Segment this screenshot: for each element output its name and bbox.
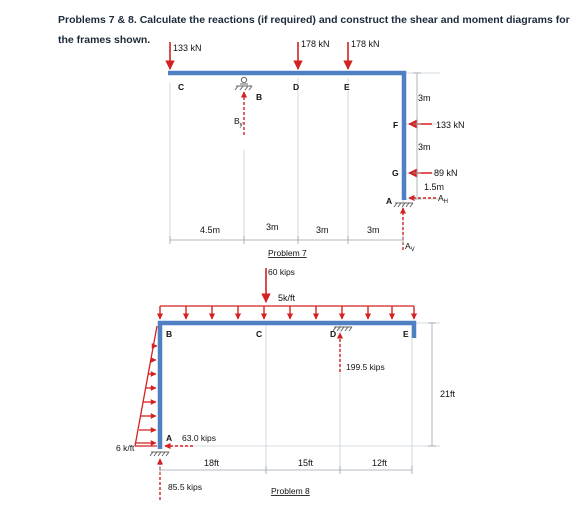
p7-vertical-dimension	[413, 73, 421, 199]
load-label-f: 133 kN	[436, 120, 465, 130]
node-label-c-8: C	[256, 329, 263, 339]
p7-loads	[170, 42, 432, 173]
reaction-label-av-8: 85.5 kips	[168, 482, 203, 492]
reaction-label-dv-8: 199.5 kips	[346, 362, 385, 372]
load-label-60kips: 60 kips	[268, 267, 295, 277]
p8-guide-lines	[170, 323, 440, 470]
p7-frame	[168, 71, 406, 200]
p8-reactions	[160, 333, 340, 500]
problem-7	[168, 39, 465, 258]
dim-label-v3: 1.5m	[424, 182, 445, 192]
dim-label-2: 3m	[266, 222, 279, 232]
p7-pin-support-b	[235, 77, 252, 90]
p8-distributed-load	[160, 306, 414, 319]
load-label-5kft: 5k/ft	[278, 293, 296, 303]
load-label-d: 178 kN	[301, 39, 330, 49]
dim-label-15ft: 15ft	[298, 458, 314, 468]
node-label-c: C	[178, 82, 185, 92]
node-label-e: E	[344, 82, 350, 92]
problem-statement-line-1: Problems 7 & 8. Calculate the reactions (if required) and construct the shear and moment diagrams for	[58, 14, 570, 26]
node-label-d: D	[293, 82, 300, 92]
node-label-b-8: B	[166, 329, 173, 339]
p8-pin-support-a	[150, 452, 169, 456]
problem-8-caption: Problem 8	[271, 486, 310, 496]
load-label-c: 133 kN	[173, 43, 202, 53]
reaction-label-av: $A_V$	[405, 241, 415, 253]
load-label-g: 89 kN	[434, 168, 458, 178]
node-label-a: A	[386, 196, 393, 206]
dim-label-v2: 3m	[418, 142, 431, 152]
reaction-label-by: $B_y$	[234, 116, 243, 128]
problem-statement-line-2: the frames shown.	[58, 34, 151, 46]
node-label-a-8: A	[166, 433, 173, 443]
load-label-e: 178 kN	[351, 39, 380, 49]
p7-guide-lines	[170, 73, 440, 240]
p8-frame	[158, 321, 416, 449]
dim-label-18ft: 18ft	[204, 458, 220, 468]
node-label-d-8: D	[330, 329, 337, 339]
reaction-label-ah: $A_H$	[438, 193, 449, 205]
node-label-g: G	[392, 168, 399, 178]
p7-dimension-line	[170, 236, 403, 244]
dim-label-3: 3m	[316, 225, 329, 235]
reaction-label-ah-8: 63.0 kips	[182, 433, 217, 443]
dim-label-12ft: 12ft	[372, 458, 388, 468]
dim-label-21ft: 21ft	[440, 389, 456, 399]
problem-7-caption: Problem 7	[268, 248, 307, 258]
dim-label-4: 3m	[367, 225, 380, 235]
node-label-e-8: E	[403, 329, 409, 339]
dim-label-v1: 3m	[418, 93, 431, 103]
p8-dimension-line	[160, 323, 436, 474]
dim-label-1: 4.5m	[200, 225, 221, 235]
p8-triangular-load	[135, 326, 157, 446]
node-label-b: B	[256, 92, 263, 102]
node-label-f: F	[393, 120, 399, 130]
p7-pin-support-a	[394, 203, 413, 207]
problem-8	[116, 267, 456, 500]
load-label-6kft: 6 k/ft	[116, 443, 135, 453]
